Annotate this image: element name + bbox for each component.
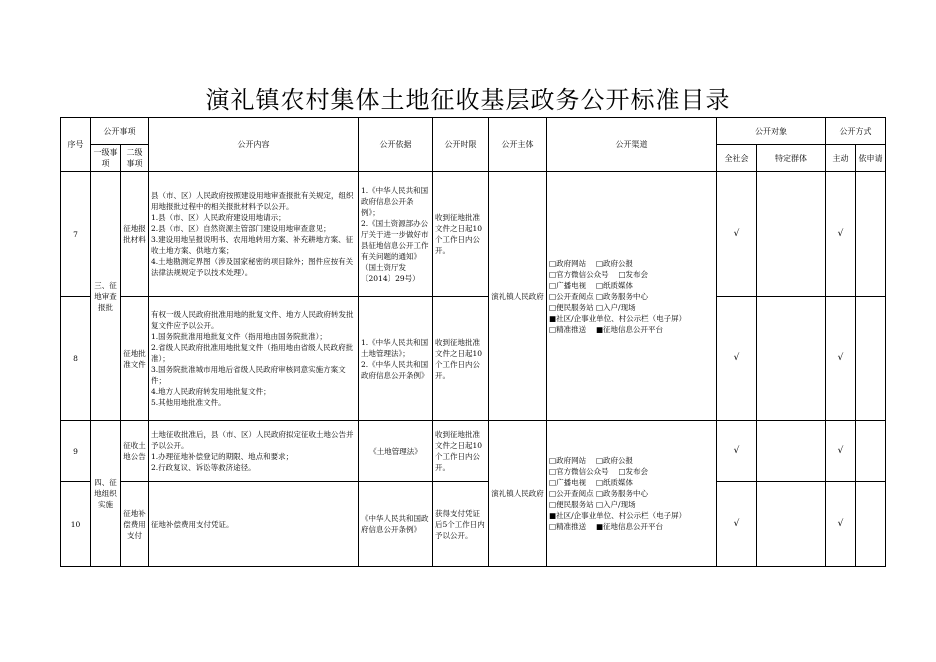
header-society: 全社会 <box>717 145 757 172</box>
basis-cell: 1.《中华人民共和国政府信息公开条例》； 2.《国土资源部办公厅关于进一步做好市县征地信息公开工作有关问题的通知》（国土资厅发〔2014〕29号） <box>359 172 433 297</box>
request-check <box>856 172 886 297</box>
active-check: √ <box>826 421 856 482</box>
specific-check <box>757 172 826 297</box>
specific-check <box>757 297 826 421</box>
channels-cell: □政府网站 □政府公报 □官方微信公众号 □发布会 □广播电视 □纸质媒体 □公开查阅点 □政务服务中心 □便民服务站 □入户/现场 ■社区/企事业单位、村公示栏（电子屏） □精准推送 ■征地信息公开平台 <box>547 172 717 421</box>
content-cell: 县（市、区）人民政府按照建设用地审查报批有关规定，组织用地报批过程中的相关报批材料予以公开。 1.县（市、区）人民政府建设用地请示； 2.县（市、区）自然资源主管部门建设用地审查意见； 3.建设用地呈报说明书、农用地转用方案、补充耕地方案、征收土地方案、供地方案； 4.土地勘测定界图（涉及国家秘密的项目除外；图件应按有关法律法规规定予以技术处理）。 <box>149 172 359 297</box>
basis-cell: 《中华人民共和国政府信息公开条例》 <box>359 482 433 567</box>
header-level1: 一级事项 <box>91 145 121 172</box>
level2-cell: 征地报批材料 <box>121 172 149 297</box>
society-check: √ <box>717 482 757 567</box>
header-target: 公开对象 <box>717 118 826 145</box>
active-check: √ <box>826 482 856 567</box>
time-cell: 收到征地批准文件之日起10个工作日内公开。 <box>433 172 489 297</box>
active-check: √ <box>826 172 856 297</box>
header-method: 公开方式 <box>826 118 886 145</box>
time-cell: 收到征地批准文件之日起10个工作日内公开。 <box>433 297 489 421</box>
specific-check <box>757 482 826 567</box>
level1-cell: 三、征地审查报批 <box>91 172 121 421</box>
disclosure-table <box>60 117 886 567</box>
content-cell: 征地补偿费用支付凭证。 <box>149 482 359 567</box>
basis-cell: 《土地管理法》 <box>359 421 433 482</box>
society-check: √ <box>717 172 757 297</box>
time-cell: 收到征地批准文件之日起10个工作日内公开。 <box>433 421 489 482</box>
row-seq: 9 <box>61 421 91 482</box>
active-check: √ <box>826 297 856 421</box>
level2-cell: 征收土地公告 <box>121 421 149 482</box>
header-basis: 公开依据 <box>359 118 433 172</box>
request-check <box>856 421 886 482</box>
basis-cell: 1.《中华人民共和国土地管理法》； 2.《中华人民共和国政府信息公开条例》 <box>359 297 433 421</box>
row-seq: 10 <box>61 482 91 567</box>
header-specific: 特定群体 <box>757 145 826 172</box>
header-seq: 序号 <box>61 118 91 172</box>
header-active: 主动 <box>826 145 856 172</box>
header-items: 公开事项 <box>91 118 149 145</box>
header-request: 依申请 <box>856 145 886 172</box>
page-title: 演礼镇农村集体土地征收基层政务公开标准目录 <box>205 86 731 114</box>
row-seq: 8 <box>61 297 91 421</box>
content-cell: 土地征收批准后，县（市、区）人民政府拟定征收土地公告并予以公开。 1.办理征地补偿登记的期限、地点和要求； 2.行政复议、诉讼等救济途径。 <box>149 421 359 482</box>
level1-cell: 四、征地组织实施 <box>91 421 121 567</box>
society-check: √ <box>717 421 757 482</box>
header-time: 公开时限 <box>433 118 489 172</box>
header-content: 公开内容 <box>149 118 359 172</box>
content-cell: 有权一级人民政府批准用地的批复文件、地方人民政府转发批复文件应予以公开。 1.国务院批准用地批复文件（指用地由国务院批准）； 2.省级人民政府批准用地批复文件（指用地由省级人民政府批准）； 3.国务院批准城市用地后省级人民政府审核同意实施方案文件； 4.地方人民政府转发用地批复文件； 5.其他用地批准文件。 <box>149 297 359 421</box>
specific-check <box>757 421 826 482</box>
level2-cell: 征地补偿费用支付 <box>121 482 149 567</box>
channels-cell: □政府网站 □政府公报 □官方微信公众号 □发布会 □广播电视 □纸质媒体 □公开查阅点 □政务服务中心 □便民服务站 □入户/现场 ■社区/企事业单位、村公示栏（电子屏） □精准推送 ■征地信息公开平台 <box>547 421 717 567</box>
request-check <box>856 297 886 421</box>
row-seq: 7 <box>61 172 91 297</box>
header-level2: 二级事项 <box>121 145 149 172</box>
header-channels: 公开渠道 <box>547 118 717 172</box>
society-check: √ <box>717 297 757 421</box>
request-check <box>856 482 886 567</box>
level2-cell: 征地批准文件 <box>121 297 149 421</box>
subject-cell: 演礼镇人民政府 <box>489 172 547 421</box>
time-cell: 获得支付凭证后5个工作日内予以公开。 <box>433 482 489 567</box>
header-subject: 公开主体 <box>489 118 547 172</box>
subject-cell: 演礼镇人民政府 <box>489 421 547 567</box>
